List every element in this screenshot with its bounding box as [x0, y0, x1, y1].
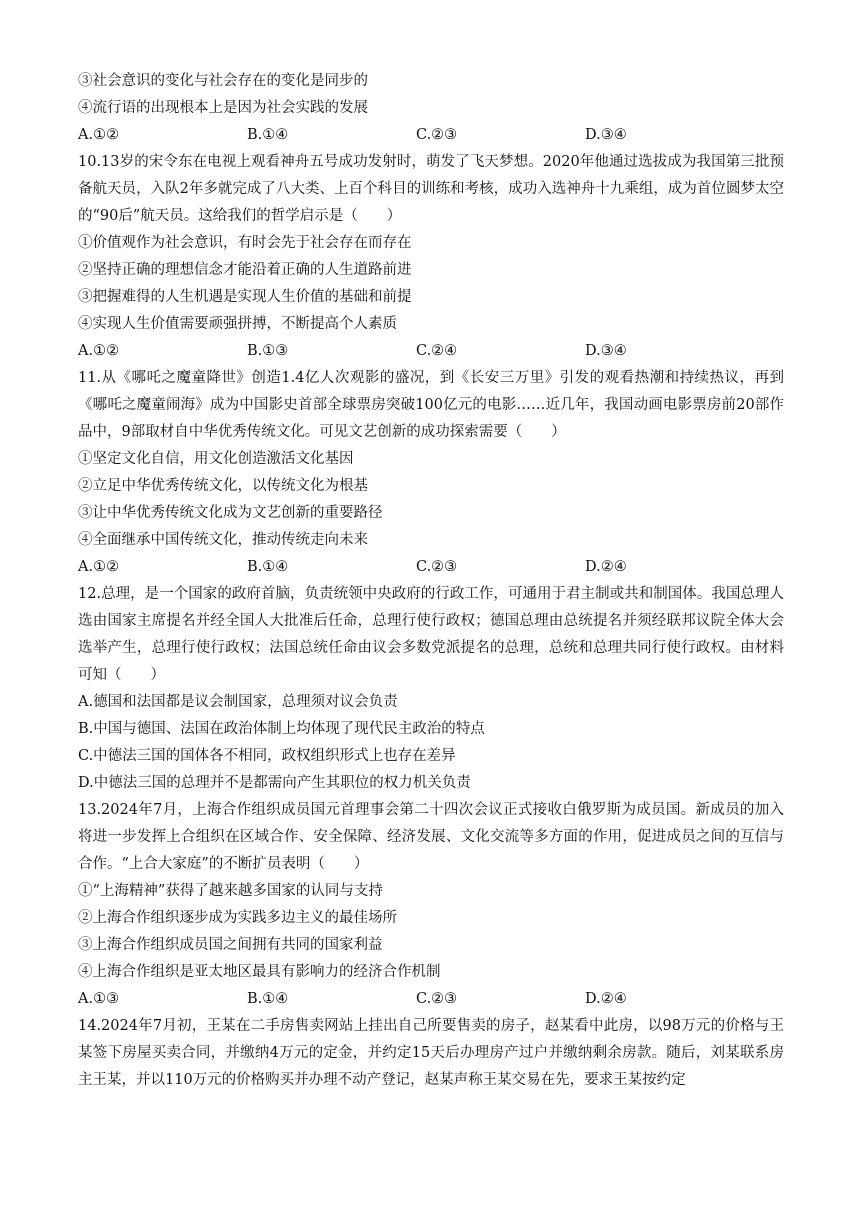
q13-option-b[interactable]: B.①④	[247, 991, 289, 1007]
q14-stem: 14.2024年7月初，王某在二手房售卖网站上挂出自己所要售卖的房子，赵某看中此房，以98万元的价格与王某签下房屋买卖合同，并缴纳4万元的定金，并约定15天后办理房产过户并缴纳剩余房款。随后，刘某联系房主王某，并以110万元的价格购买并办理不动产登记，赵某声称王某交易在先，要求王某按约定	[78, 1018, 784, 1088]
q9-option-b[interactable]: B.①④	[247, 127, 289, 143]
q13-item-2: ②上海合作组织逐步成为实践多边主义的最佳场所	[78, 910, 397, 926]
q12-choice-a[interactable]: A.德国和法国都是议会制国家，总理须对议会负责	[78, 694, 398, 710]
q11-stem: 11.从《哪吒之魔童降世》创造1.4亿人次观影的盛况，到《长安三万里》引发的观看热潮和持续热议，再到《哪吒之魔童闹海》成为中国影史首部全球票房突破100亿元的电影……近几年，我国动画电影票房前20部作品中，9部取材自中华优秀传统文化。可见文艺创新的成功探索需要（ ）	[78, 370, 784, 440]
q10-stem: 10.13岁的宋令东在电视上观看神舟五号成功发射时，萌发了飞天梦想。2020年他通过选拔成为我国第三批预备航天员，入队2年多就完成了八大类、上百个科目的训练和考核，成功入选神舟十九乘组，成为首位圆梦太空的“90后”航天员。这给我们的哲学启示是（ ）	[78, 154, 784, 224]
q13-options	[78, 986, 784, 1013]
q13-item-4: ④上海合作组织是亚太地区最具有影响力的经济合作机制	[78, 964, 441, 980]
q13-stem: 13.2024年7月，上海合作组织成员国元首理事会第二十四次会议正式接收白俄罗斯为成员国。新成员的加入将进一步发挥上合组织在区域合作、安全保障、经济发展、文化交流等多方面的作用，促进成员之间的互信与合作。“上合大家庭”的不断扩员表明（ ）	[78, 802, 784, 872]
q11-option-c[interactable]: C.②③	[416, 559, 458, 575]
q13-item-1: ①“上海精神”获得了越来越多国家的认同与支持	[78, 883, 383, 899]
q10-option-b[interactable]: B.①③	[247, 343, 289, 359]
q13-option-a[interactable]: A.①③	[78, 991, 120, 1007]
q9-options	[78, 122, 784, 149]
q9-item-4: ④流行语的出现根本上是因为社会实践的发展	[78, 100, 368, 116]
q11-option-a[interactable]: A.①②	[78, 559, 120, 575]
q10-item-2: ②坚持正确的理想信念才能沿着正确的人生道路前进	[78, 262, 412, 278]
q9-option-a[interactable]: A.①②	[78, 127, 120, 143]
q11-option-b[interactable]: B.①④	[247, 559, 289, 575]
q11-item-4: ④全面继承中国传统文化，推动传统走向未来	[78, 532, 368, 548]
q12-stem: 12.总理，是一个国家的政府首脑，负责统领中央政府的行政工作，可通用于君主制或共和制国体。我国总理人选由国家主席提名并经全国人大批准后任命，总理行使行政权；德国总理由总统提名并须经联邦议院全体大会选举产生，总理行使行政权；法国总统任命由议会多数党派提名的总理，总统和总理共同行使行政权。由材料可知（ ）	[78, 586, 784, 683]
q9-option-c[interactable]: C.②③	[416, 127, 458, 143]
q10-item-1: ①价值观作为社会意识，有时会先于社会存在而存在	[78, 235, 412, 251]
q12-choice-b[interactable]: B.中国与德国、法国在政治体制上均体现了现代民主政治的特点	[78, 721, 485, 737]
q10-item-3: ③把握难得的人生机遇是实现人生价值的基础和前提	[78, 289, 412, 305]
q11-item-1: ①坚定文化自信，用文化创造激活文化基因	[78, 451, 354, 467]
q13-option-d[interactable]: D.②④	[585, 991, 627, 1007]
q10-options	[78, 338, 784, 365]
q12-choice-c[interactable]: C.中德法三国的国体各不相同，政权组织形式上也存在差异	[78, 748, 456, 764]
q10-option-a[interactable]: A.①②	[78, 343, 120, 359]
q11-item-2: ②立足中华优秀传统文化，以传统文化为根基	[78, 478, 368, 494]
q9-option-d[interactable]: D.③④	[585, 127, 627, 143]
q11-option-d[interactable]: D.②④	[585, 559, 627, 575]
q13-option-c[interactable]: C.②③	[416, 991, 458, 1007]
exam-page	[78, 68, 784, 1094]
q10-option-d[interactable]: D.③④	[585, 343, 627, 359]
q9-item-3: ③社会意识的变化与社会存在的变化是同步的	[78, 73, 368, 89]
q10-item-4: ④实现人生价值需要顽强拼搏，不断提高个人素质	[78, 316, 397, 332]
q10-option-c[interactable]: C.②④	[416, 343, 458, 359]
q11-item-3: ③让中华优秀传统文化成为文艺创新的重要路径	[78, 505, 383, 521]
q12-choice-d[interactable]: D.中德法三国的总理并不是都需向产生其职位的权力机关负责	[78, 775, 471, 791]
q13-item-3: ③上海合作组织成员国之间拥有共同的国家利益	[78, 937, 383, 953]
q11-options	[78, 554, 784, 581]
